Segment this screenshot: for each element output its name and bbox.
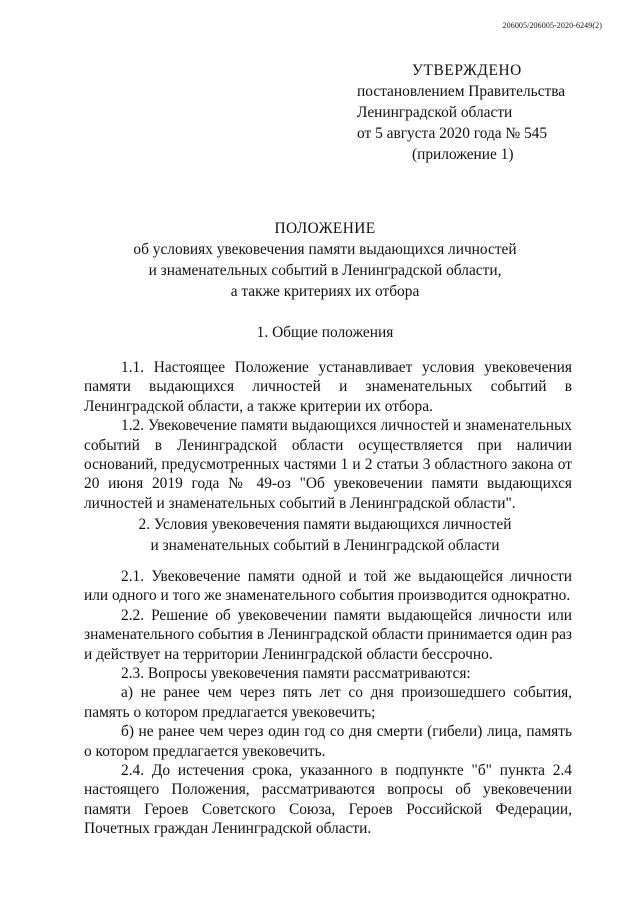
section-2-body xyxy=(84,567,572,839)
paragraph: 2.3. Вопросы увековечения памяти рассматриваются: xyxy=(121,665,471,683)
paragraph: 2.1. Увековечение памяти одной и той же выдающейся личности или одного и того же знаменательного события производится однократно. xyxy=(84,568,572,605)
section-2-heading-line: 2. Условия увековечения памяти выдающихся личностей xyxy=(138,516,512,533)
section-1-heading: 1. Общие положения xyxy=(256,324,394,341)
section-2-heading xyxy=(60,514,590,556)
approval-title: УТВЕРЖДЕНО xyxy=(412,62,522,79)
section-1-body xyxy=(84,358,572,513)
paragraph: а) не ранее чем через пять лет со дня произошедшего события, память о котором предлагается увековечить; xyxy=(84,684,572,721)
document-subtitle-line: об условиях увековечения памяти выдающихся личностей xyxy=(133,241,517,258)
approval-line: от 5 августа 2020 года № 545 xyxy=(357,125,548,142)
document-code: 206005/206005-2020-6249(2) xyxy=(502,21,602,30)
approval-line: постановлением Правительства xyxy=(357,83,566,100)
section-2-heading-line: и знаменательных событий в Ленинградской области xyxy=(150,537,500,554)
approval-appendix: (приложение 1) xyxy=(412,146,514,163)
paragraph: 2.2. Решение об увековечении памяти выдающейся личности или знаменательного события в Ленинградской области принимается один раз и действует на территории Ленинградской области бессрочно. xyxy=(84,606,572,663)
approval-stamp xyxy=(345,60,595,165)
paragraph: 1.2. Увековечение памяти выдающихся личностей и знаменательных событий в Ленинградской области осуществляется при наличии оснований, предусмотренных частями 1 и 2 статьи 3 областного закона от 20 июня 2019 года № 49-оз "Об увековечении памяти выдающихся личностей и знаменательных событий в Ленинградской области". xyxy=(84,417,572,512)
paragraph: б) не ранее чем через один год со дня смерти (гибели) лица, память о котором предлагается увековечить. xyxy=(84,723,572,760)
approval-line: Ленинградской области xyxy=(357,104,513,121)
document-title-main: ПОЛОЖЕНИЕ xyxy=(274,220,376,237)
paragraph: 1.1. Настоящее Положение устанавливает условия увековечения памяти выдающихся личностей и знаменательных событий в Ленинградской области, а также критерии их отбора. xyxy=(84,359,572,415)
document-subtitle-line: и знаменательных событий в Ленинградской области, xyxy=(148,262,502,279)
document-subtitle-line: а также критериях их отбора xyxy=(230,283,420,300)
paragraph: 2.4. До истечения срока, указанного в подпункте "б" пункта 2.4 настоящего Положения, рассматриваются вопросы об увековечении памяти Героев Советского Союза, Героев Российской Федерации, Почетных граждан Ленинградской области. xyxy=(84,762,572,838)
document-title xyxy=(60,218,590,302)
